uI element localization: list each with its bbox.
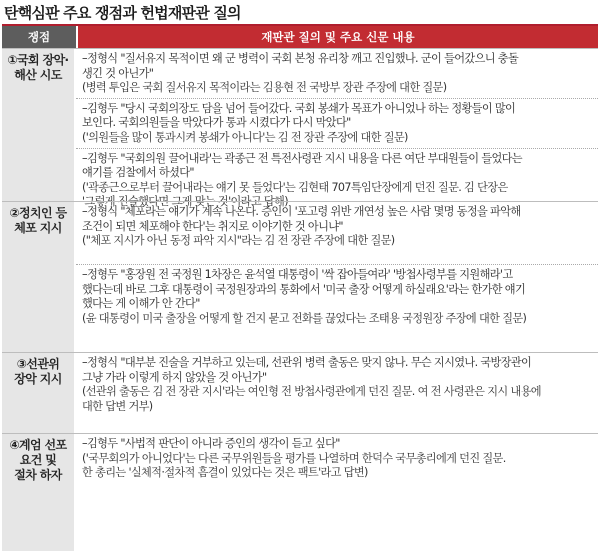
context-note: '그렇게 진술했다면 그게 맞는 것'이라고 답해) bbox=[82, 195, 288, 209]
table-section-4 bbox=[2, 433, 598, 551]
quote-line: 했다는데 바로 그후 대통령이 국정원장과의 통화에서 '미국 출장 어떻게 하실래요'라는 한가한 얘기 bbox=[82, 282, 526, 296]
context-note: ('곽종근으로부터 끌어내라는 얘기 못 들었다'는 김현태 707특임단장에게 던진 질문. 김 단장은 bbox=[82, 180, 508, 194]
context-note: 한 총리는 '실체적·절차적 흠결이 있었다는 것은 팩트'라고 답변) bbox=[82, 466, 368, 480]
header-issue: 쟁점 bbox=[2, 26, 76, 48]
page-title: 탄핵심판 주요 쟁점과 헌법재판관 질의 bbox=[4, 4, 241, 22]
entry bbox=[76, 49, 598, 98]
quote-line: –김형두 "당시 국회의장도 담을 넘어 들어갔다. 국회 봉쇄가 목표가 아니었나 하는 정황들이 많이 bbox=[82, 101, 516, 115]
entry-list bbox=[76, 202, 598, 352]
context-note: ('의원들을 많이 통과시켜 봉쇄가 아니다'는 김 전 장관 주장에 대한 질문) bbox=[82, 130, 408, 144]
entry bbox=[76, 264, 598, 352]
issue-label bbox=[2, 434, 76, 551]
quote-line: –정형식 "대부분 진술을 거부하고 있는데, 선관위 병력 출동은 맞지 않나. 무슨 지시였나. 국방장관이 bbox=[82, 356, 532, 369]
quote-line: 얘기를 검찰에서 하셨다" bbox=[82, 166, 194, 180]
issue-label bbox=[2, 202, 76, 352]
context-note: ("체포 지시가 아닌 동정 파악 지시"라는 김 전 장관 주장에 대한 질문) bbox=[82, 234, 395, 248]
quote-line: –김형두 "사법적 판단이 아니라 증인의 생각이 듣고 싶다" bbox=[82, 437, 340, 450]
table-section-1 bbox=[2, 48, 598, 209]
quote-line: 했다는 게 이해가 안 간다" bbox=[82, 297, 200, 311]
issue-label-line: 해산 시도 bbox=[14, 68, 62, 82]
context-note: (윤 대통령이 미국 출장을 어떻게 할 건지 묻고 전화를 끊었다는 조태용 국정원장 주장에 대한 질문) bbox=[82, 311, 527, 325]
quote-line: 조건이 되면 체포해야 한다'는 취지로 이야기한 것 아니냐" bbox=[82, 219, 343, 233]
context-note: ('국무회의가 아니었다'는 다른 국무위원들을 평가를 나열하며 한덕수 국무총리에게 던진 질문. bbox=[82, 451, 506, 465]
entry-list bbox=[76, 49, 598, 209]
quote-line: –정형두 "홍장원 전 국정원 1차장은 윤석열 대통령이 '싹 잡아들여라' '방첩사령부를 지원해라'고 bbox=[82, 268, 513, 281]
quote-line: –김형두 "국회의원 끌어내라'는 곽종근 전 특전사령관 지시 내용을 다른 여단 부대원들이 들었다는 bbox=[82, 151, 522, 165]
entry bbox=[76, 202, 598, 264]
quote-line: 보인다. 국회의원들을 막았다가 통과 시켰다가 다시 막았다" bbox=[82, 116, 351, 130]
quote-line: 그냥 가라 이렇게 하지 않았을 것 아닌가" bbox=[82, 370, 267, 384]
quote-line: –정형식 "체포라는 얘기가 계속 나온다. 증인이 '포고령 위반 개연성 높은 사람 몇명 동정을 파악해 bbox=[82, 205, 521, 218]
entry-list bbox=[76, 434, 598, 551]
issue-label-line: 장악 지시 bbox=[14, 372, 62, 386]
table-header bbox=[2, 26, 598, 48]
table-section-3 bbox=[2, 352, 598, 433]
entry bbox=[76, 434, 598, 551]
issue-label bbox=[2, 49, 76, 201]
entry bbox=[76, 353, 598, 433]
issue-label-line: ②정치인 등 bbox=[9, 206, 67, 220]
quote-line: 생긴 것 아닌가" bbox=[82, 66, 154, 80]
table-section-2 bbox=[2, 201, 598, 352]
context-note: (병력 투입은 국회 질서유지 목적이라는 김용현 전 국방부 장관 주장에 대한 질문) bbox=[82, 81, 447, 95]
quote-line: –정형식 "질서유지 목적이면 왜 군 병력이 국회 본청 유리창 깨고 진입했나. 군이 들어갔으니 충돌 bbox=[82, 52, 519, 65]
entry bbox=[76, 98, 598, 148]
issue-label-line: 체포 지시 bbox=[14, 221, 62, 235]
context-note: (선관위 출동은 김 전 장관 지시'라는 여인형 전 방첩사령관에게 던진 질문. 여 전 사령관은 지시 내용에 bbox=[82, 385, 541, 399]
context-note: 대한 답변 거부) bbox=[82, 399, 153, 413]
issue-label-line: 절차 하자 bbox=[14, 468, 62, 482]
issue-label-line: ①국회 장악· bbox=[7, 53, 69, 67]
entry-list bbox=[76, 353, 598, 433]
issues-table bbox=[2, 24, 598, 551]
issue-label bbox=[2, 353, 76, 433]
issue-label-line: 요건 및 bbox=[19, 453, 57, 467]
issue-label-line: ④계엄 선포 bbox=[9, 438, 67, 452]
header-content: 재판관 질의 및 주요 신문 내용 bbox=[78, 26, 598, 48]
issue-label-line: ③선관위 bbox=[16, 357, 60, 371]
